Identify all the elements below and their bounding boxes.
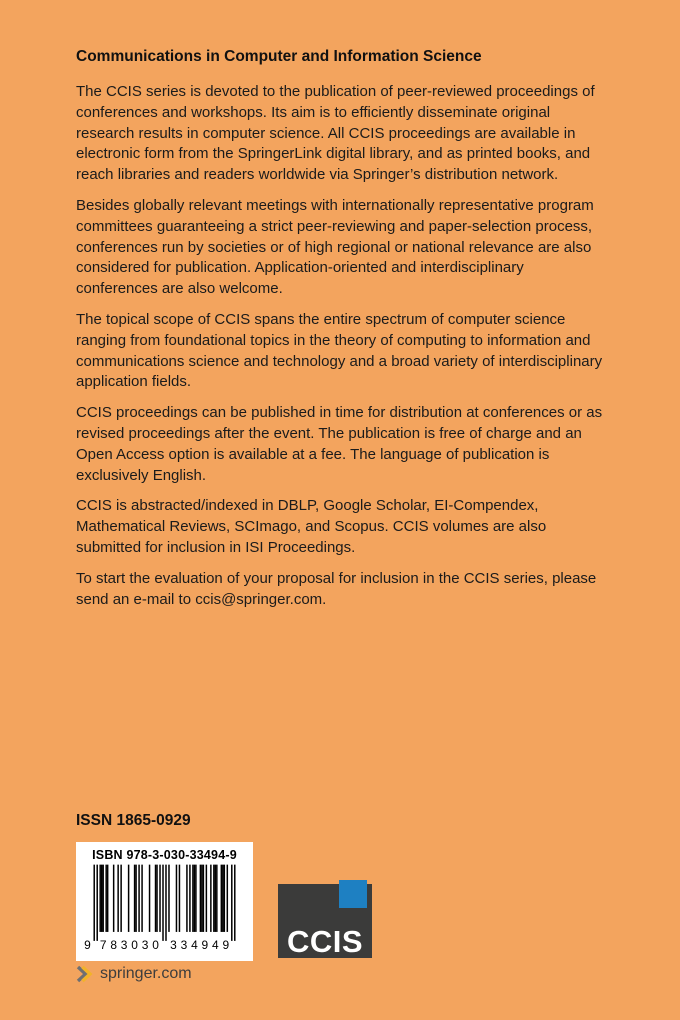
issn-number: ISSN 1865-0929 <box>76 812 191 829</box>
svg-text:3: 3 <box>180 938 188 952</box>
svg-text:0: 0 <box>131 938 138 952</box>
svg-text:4: 4 <box>191 938 198 952</box>
svg-text:3: 3 <box>120 938 128 952</box>
svg-text:4: 4 <box>212 938 219 952</box>
paragraph-topical-scope: The topical scope of CCIS spans the entire spectrum of computer science ranging from foundational topics in the theory of computing to information and communications science and technology and a broad variety of interdisciplinary application fields. <box>76 310 603 391</box>
isbn-barcode-panel <box>76 842 253 961</box>
ccis-logo-blue-square <box>339 880 367 908</box>
paragraph-publication-terms: CCIS proceedings can be published in time for distribution at conferences or as revised proceedings after the event. The publication is free of charge and an Open Access option is available at a fee. The language of publication is exclusively English. <box>76 404 603 484</box>
paragraph-proposal-contact: To start the evaluation of your proposal for inclusion in the CCIS series, please send an e-mail to ccis@springer.com. <box>76 569 597 608</box>
barcode <box>83 864 246 952</box>
svg-text:7: 7 <box>99 938 107 952</box>
series-title: Communications in Computer and Information Science <box>76 48 482 65</box>
paragraph-selection-process: Besides globally relevant meetings with internationally representative program committees guaranteeing a strict peer-reviewing and paper-selection process, conferences run by societies or of high regional or national relevance are also considered for publication. Application-oriented and interdisciplinary conferences are also welcome. <box>76 196 594 298</box>
description-block <box>76 48 608 620</box>
springer-chevron-icon <box>76 964 93 984</box>
paragraph-series-intro: The CCIS series is devoted to the publication of peer-reviewed proceedings of conferences and workshops. Its aim is to efficiently disseminate original research results in computer science. All CCIS proceedings are available in electronic form from the SpringerLink digital library, and as printed books, and reach libraries and readers worldwide via Springer’s distribution network. <box>76 83 595 184</box>
svg-text:9: 9 <box>84 938 91 952</box>
paragraph-indexing: CCIS is abstracted/indexed in DBLP, Google Scholar, EI-Compendex, Mathematical Reviews, SCImago, and Scopus. CCIS volumes are also submitted for inclusion in ISI Proceedings. <box>76 497 547 556</box>
svg-text:9: 9 <box>201 938 209 952</box>
svg-text:9: 9 <box>222 938 230 952</box>
ccis-logo-text: CCIS <box>286 924 364 959</box>
svg-text:8: 8 <box>110 938 117 952</box>
svg-text:0: 0 <box>152 938 159 952</box>
publisher-url: springer.com <box>100 965 192 982</box>
isbn-label: ISBN 978-3-030-33494-9 <box>92 848 237 862</box>
svg-text:3: 3 <box>170 938 177 952</box>
svg-text:3: 3 <box>141 938 149 952</box>
ccis-logo <box>278 884 372 958</box>
publisher-footer <box>76 964 192 984</box>
